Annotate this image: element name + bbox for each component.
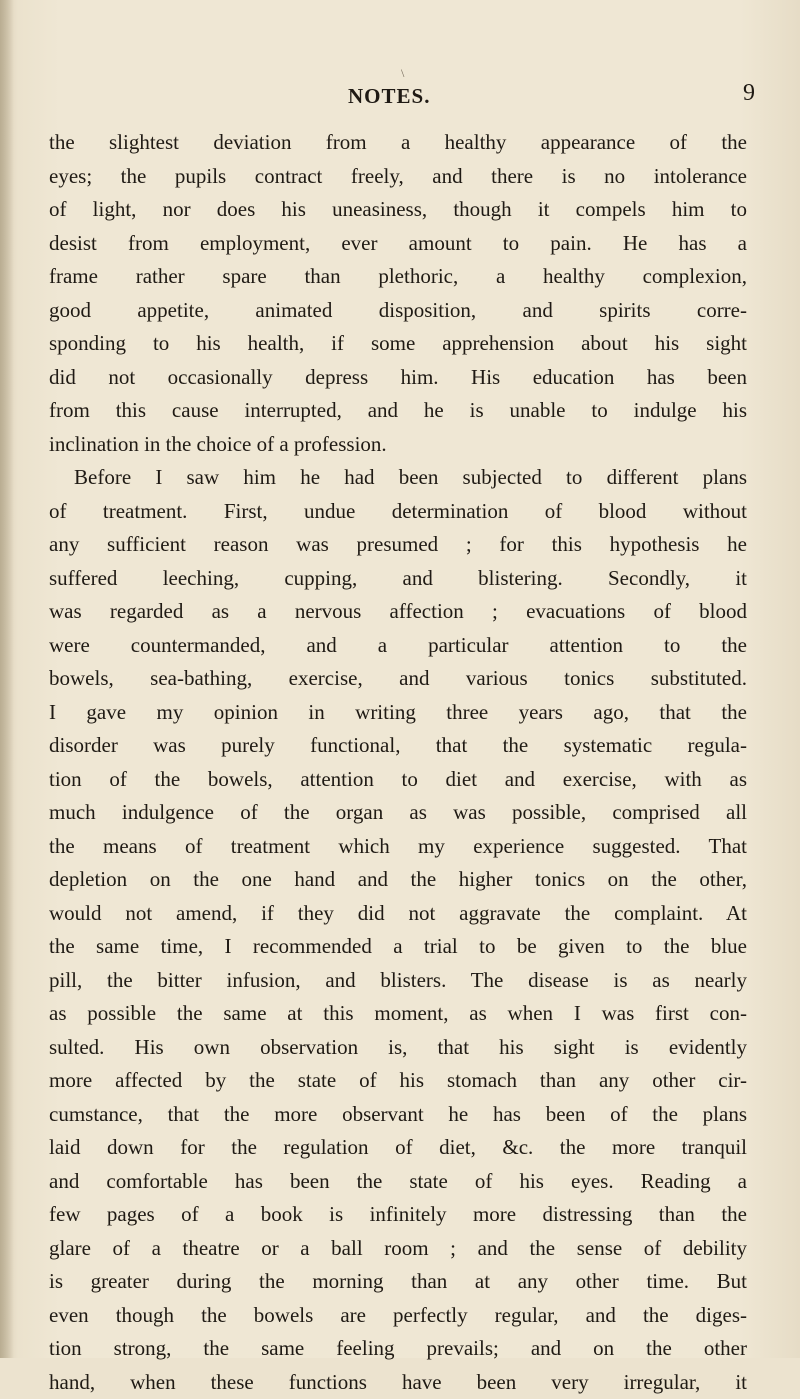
- text-line: the slightest deviation from a healthy appearance of the: [49, 126, 747, 160]
- text-line: glare of a theatre or a ball room ; and the sense of debility: [49, 1232, 747, 1266]
- text-line: any sufficient reason was presumed ; for this hypothesis he: [49, 528, 747, 562]
- text-line: from this cause interrupted, and he is unable to indulge his: [49, 394, 747, 428]
- page-number: 9: [743, 80, 755, 107]
- text-line: good appetite, animated disposition, and spirits corre-: [49, 294, 747, 328]
- running-head: [0, 80, 800, 110]
- text-line: tion strong, the same feeling prevails; and on the other: [49, 1332, 747, 1366]
- text-line: disorder was purely functional, that the systematic regula-: [49, 729, 747, 763]
- text-line: much indulgence of the organ as was possible, comprised all: [49, 796, 747, 830]
- text-line: frame rather spare than plethoric, a healthy complexion,: [49, 260, 747, 294]
- text-line: the same time, I recommended a trial to be given to the blue: [49, 930, 747, 964]
- text-line: even though the bowels are perfectly regular, and the diges-: [49, 1299, 747, 1333]
- text-line: were countermanded, and a particular attention to the: [49, 629, 747, 663]
- text-line: the means of treatment which my experience suggested. That: [49, 830, 747, 864]
- stray-mark: \: [401, 66, 404, 81]
- text-line: Before I saw him he had been subjected to different plans: [49, 461, 747, 495]
- body-text: [49, 126, 747, 1399]
- text-line: would not amend, if they did not aggravate the complaint. At: [49, 897, 747, 931]
- text-line: did not occasionally depress him. His education has been: [49, 361, 747, 395]
- text-line: more affected by the state of his stomach than any other cir-: [49, 1064, 747, 1098]
- text-line: eyes; the pupils contract freely, and there is no intolerance: [49, 160, 747, 194]
- text-line: as possible the same at this moment, as when I was first con-: [49, 997, 747, 1031]
- text-line: I gave my opinion in writing three years ago, that the: [49, 696, 747, 730]
- text-line: cumstance, that the more observant he has been of the plans: [49, 1098, 747, 1132]
- text-line: and comfortable has been the state of his eyes. Reading a: [49, 1165, 747, 1199]
- text-line: pill, the bitter infusion, and blisters. The disease is as nearly: [49, 964, 747, 998]
- text-line: is greater during the morning than at any other time. But: [49, 1265, 747, 1299]
- text-line: desist from employment, ever amount to pain. He has a: [49, 227, 747, 261]
- text-line: depletion on the one hand and the higher tonics on the other,: [49, 863, 747, 897]
- text-line: of treatment. First, undue determination of blood without: [49, 495, 747, 529]
- text-line: inclination in the choice of a profession.: [49, 428, 747, 462]
- text-line: hand, when these functions have been very irregular, it: [49, 1366, 747, 1399]
- binding-shadow: [0, 0, 14, 1358]
- running-title: NOTES.: [348, 84, 430, 109]
- text-line: laid down for the regulation of diet, &c. the more tranquil: [49, 1131, 747, 1165]
- text-line: was regarded as a nervous affection ; evacuations of blood: [49, 595, 747, 629]
- text-line: of light, nor does his uneasiness, though it compels him to: [49, 193, 747, 227]
- text-line: sponding to his health, if some apprehension about his sight: [49, 327, 747, 361]
- text-line: few pages of a book is infinitely more distressing than the: [49, 1198, 747, 1232]
- text-line: suffered leeching, cupping, and blistering. Secondly, it: [49, 562, 747, 596]
- text-line: tion of the bowels, attention to diet and exercise, with as: [49, 763, 747, 797]
- text-line: bowels, sea-bathing, exercise, and various tonics substituted.: [49, 662, 747, 696]
- text-line: sulted. His own observation is, that his sight is evidently: [49, 1031, 747, 1065]
